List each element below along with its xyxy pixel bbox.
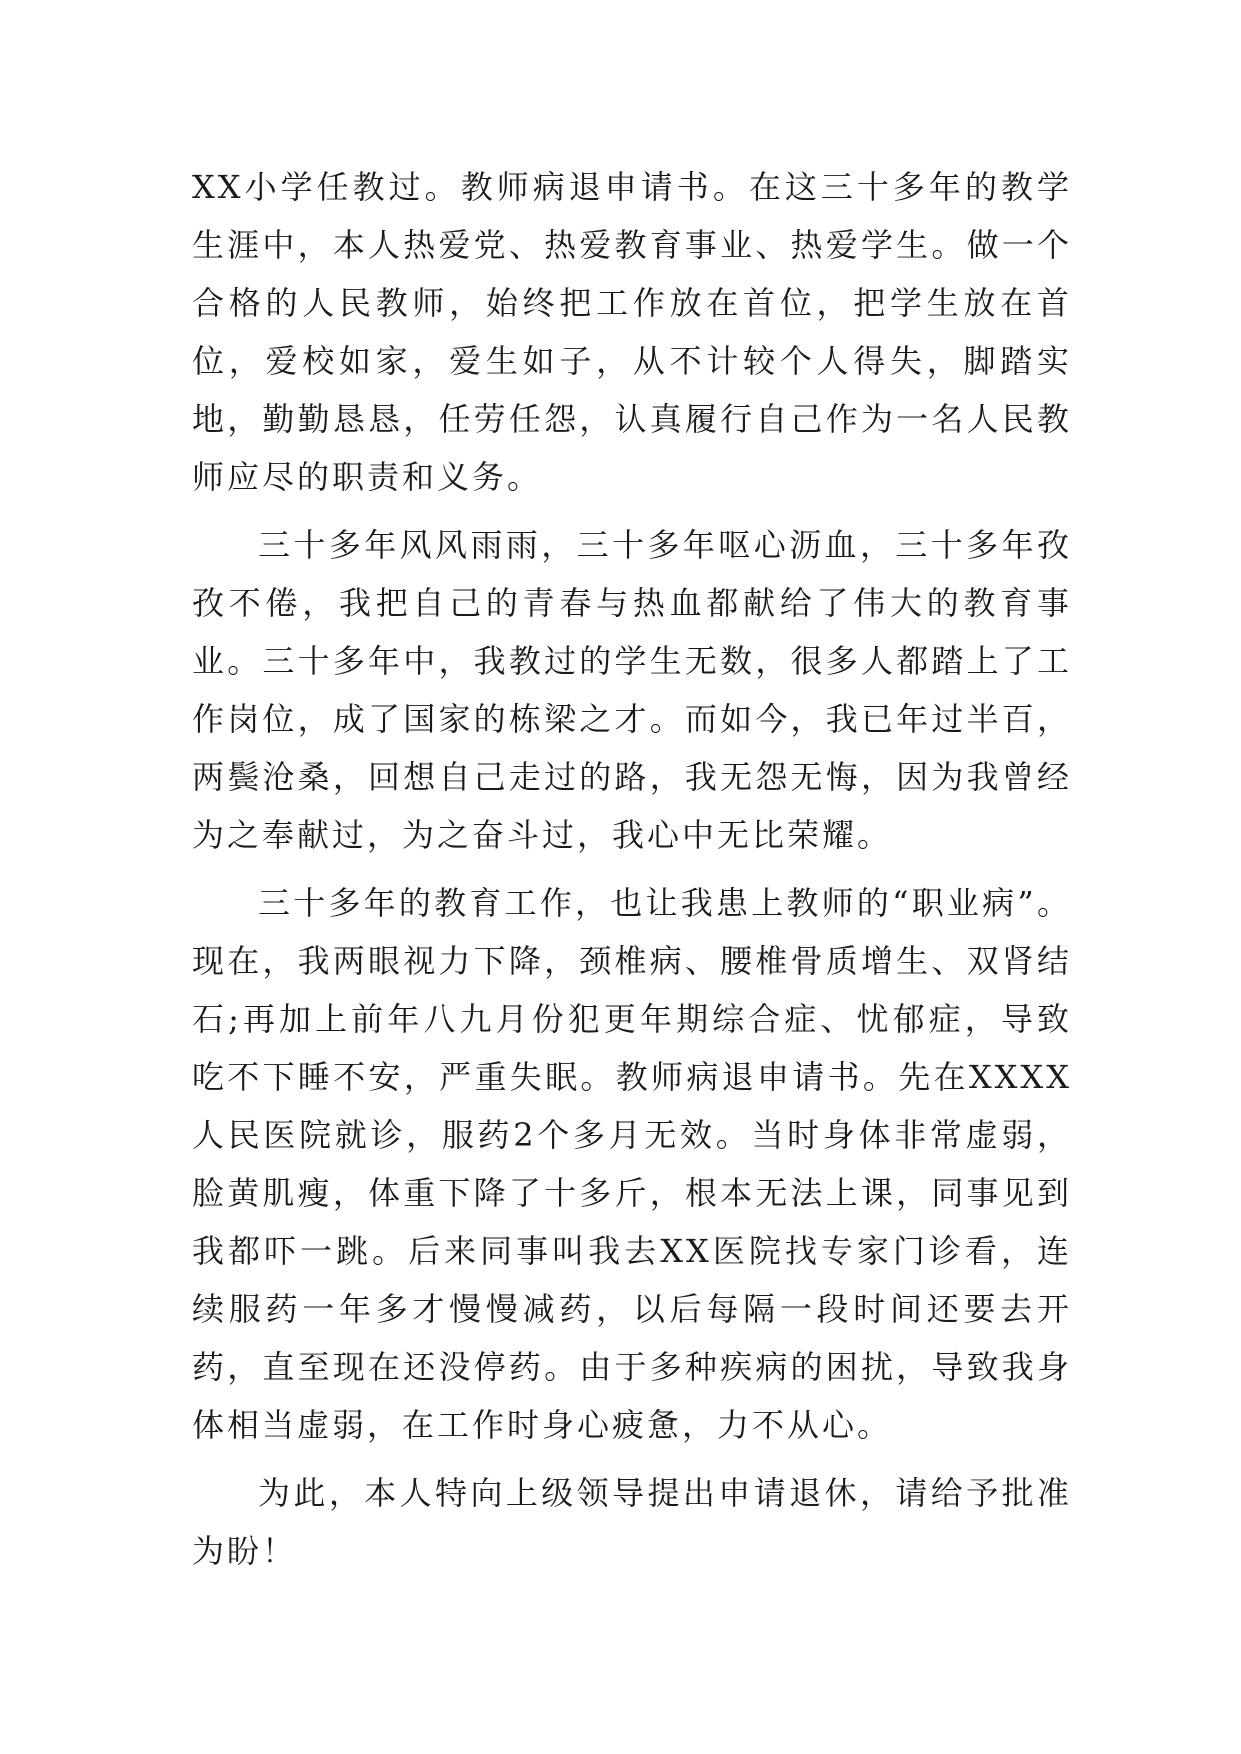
paragraph-service-record: XX小学任教过。教师病退申请书。在这三十多年的教学生涯中，本人热爱党、热爱教育事业、热爱学生。做一个合格的人民教师，始终把工作放在首位，把学生放在首位，爱校如家，爱生如子，从不计较个人得失，脚踏实地，勤勤恳恳，任劳任怨，认真履行自己作为一名人民教师应尽的职责和义务。 [192,168,1072,496]
document-body [192,158,1072,1590]
paragraph-request: 为此，本人特向上级领导提出申请退休，请给予批准为盼！ [192,1474,1072,1570]
paragraph-thirty-years: 三十多年风风雨雨，三十多年呕心沥血，三十多年孜孜不倦，我把自己的青春与热血都献给了伟大的教育事业。三十多年中，我教过的学生无数，很多人都踏上了工作岗位，成了国家的栋梁之才。而如今，我已年过半百，两鬓沧桑，回想自己走过的路，我无怨无悔，因为我曾经为之奉献过，为之奋斗过，我心中无比荣耀。 [192,526,1072,854]
paragraph-illness: 三十多年的教育工作，也让我患上教师的“职业病”。现在，我两眼视力下降，颈椎病、腰椎骨质增生、双肾结石;再加上前年八九月份犯更年期综合症、忧郁症，导致吃不下睡不安，严重失眠。教师病退申请书。先在XXXX人民医院就诊，服药2个多月无效。当时身体非常虚弱，脸黄肌瘦，体重下降了十多斤，根本无法上课，同事见到我都吓一跳。后来同事叫我去XX医院找专家门诊看，连续服药一年多才慢慢减药，以后每隔一段时间还要去开药，直至现在还没停药。由于多种疾病的困扰，导致我身体相当虚弱，在工作时身心疲惫，力不从心。 [192,884,1072,1444]
